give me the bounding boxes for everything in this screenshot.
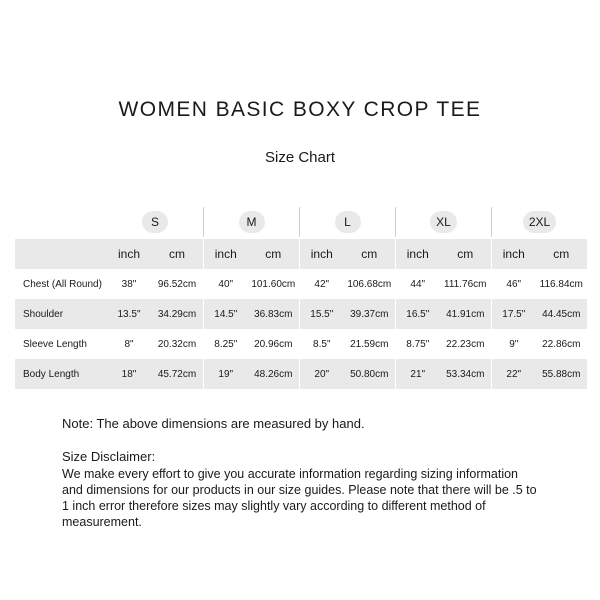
value-cm: 111.76cm — [444, 278, 487, 290]
disclaimer-title: Size Disclaimer: — [62, 449, 156, 464]
value-cm: 41.91cm — [446, 308, 485, 320]
value-inch: 16.5" — [406, 308, 430, 320]
row-label: Body Length — [23, 368, 80, 380]
value-inch: 38" — [121, 278, 137, 290]
value-inch: 44" — [410, 278, 426, 290]
value-inch: 8.5" — [313, 338, 331, 350]
value-cm: 101.60cm — [251, 278, 296, 290]
size-col-xl — [395, 207, 491, 237]
value-inch: 18" — [121, 368, 137, 380]
value-cm: 96.52cm — [157, 278, 197, 290]
unit-inch: inch — [214, 247, 237, 261]
value-cm: 48.26cm — [254, 368, 293, 380]
size-badge: L — [335, 211, 361, 233]
value-cm: 34.29cm — [157, 308, 197, 320]
value-inch: 46" — [506, 278, 522, 290]
unit-inch: inch — [310, 247, 333, 261]
value-inch: 9" — [509, 338, 519, 350]
unit-cm: cm — [265, 247, 282, 261]
value-inch: 8" — [124, 338, 134, 350]
unit-inch: inch — [117, 247, 140, 261]
size-badge: XL — [430, 211, 457, 233]
size-badge: M — [239, 211, 265, 233]
value-cm: 22.23cm — [446, 338, 485, 350]
unit-cm: cm — [361, 247, 378, 261]
unit-inch: inch — [406, 247, 429, 261]
unit-inch: inch — [502, 247, 525, 261]
measurement-note: Note: The above dimensions are measured by hand. — [62, 416, 365, 431]
value-inch: 21" — [410, 368, 426, 380]
value-inch: 40" — [218, 278, 234, 290]
size-badge: 2XL — [523, 211, 556, 233]
table-row-shoulder — [15, 299, 587, 329]
value-inch: 13.5" — [117, 308, 141, 320]
value-inch: 22" — [506, 368, 522, 380]
unit-cm: cm — [169, 247, 185, 261]
value-cm: 20.96cm — [254, 338, 293, 350]
value-inch: 14.5" — [214, 308, 238, 320]
row-label: Chest (All Round) — [23, 278, 102, 290]
table-row-body-length — [15, 359, 587, 389]
table-row-chest — [15, 269, 587, 299]
size-badge: S — [142, 211, 168, 233]
value-cm: 36.83cm — [254, 308, 293, 320]
value-inch: 15.5" — [310, 308, 334, 320]
value-cm: 20.32cm — [157, 338, 197, 350]
value-inch: 17.5" — [502, 308, 526, 320]
unit-cm: cm — [553, 247, 570, 261]
size-header-row — [15, 207, 587, 237]
row-label: Sleeve Length — [23, 338, 87, 350]
row-label: Shoulder — [23, 308, 64, 320]
value-cm: 22.86cm — [542, 338, 581, 350]
value-cm: 21.59cm — [350, 338, 389, 350]
value-inch: 8.75" — [406, 338, 430, 350]
size-col-2xl — [491, 207, 587, 237]
value-cm: 39.37cm — [350, 308, 389, 320]
value-cm: 106.68cm — [347, 278, 392, 290]
size-chart-subtitle: Size Chart — [264, 149, 336, 166]
unit-header-row — [15, 239, 587, 269]
value-inch: 42" — [314, 278, 330, 290]
size-chart-table — [15, 207, 587, 389]
value-inch: 19" — [218, 368, 234, 380]
unit-cm: cm — [457, 247, 474, 261]
value-cm: 50.80cm — [350, 368, 389, 380]
size-col-m — [203, 207, 299, 237]
value-inch: 20" — [314, 368, 330, 380]
value-cm: 44.45cm — [542, 308, 581, 320]
size-col-s — [107, 207, 203, 237]
value-inch: 8.25" — [214, 338, 238, 350]
value-cm: 55.88cm — [542, 368, 581, 380]
table-row-sleeve-length — [15, 329, 587, 359]
disclaimer-body: We make every effort to give you accurate information regarding sizing information and dimensions for our products in our size guides. Please note that there will be .5 to 1 inch error therefore sizes may slightly vary according to different method of measurement. — [62, 467, 537, 529]
page-title: WOMEN BASIC BOXY CROP TEE — [118, 98, 482, 121]
size-col-l — [299, 207, 395, 237]
value-cm: 116.84cm — [539, 278, 583, 290]
value-cm: 53.34cm — [446, 368, 485, 380]
value-cm: 45.72cm — [157, 368, 197, 380]
